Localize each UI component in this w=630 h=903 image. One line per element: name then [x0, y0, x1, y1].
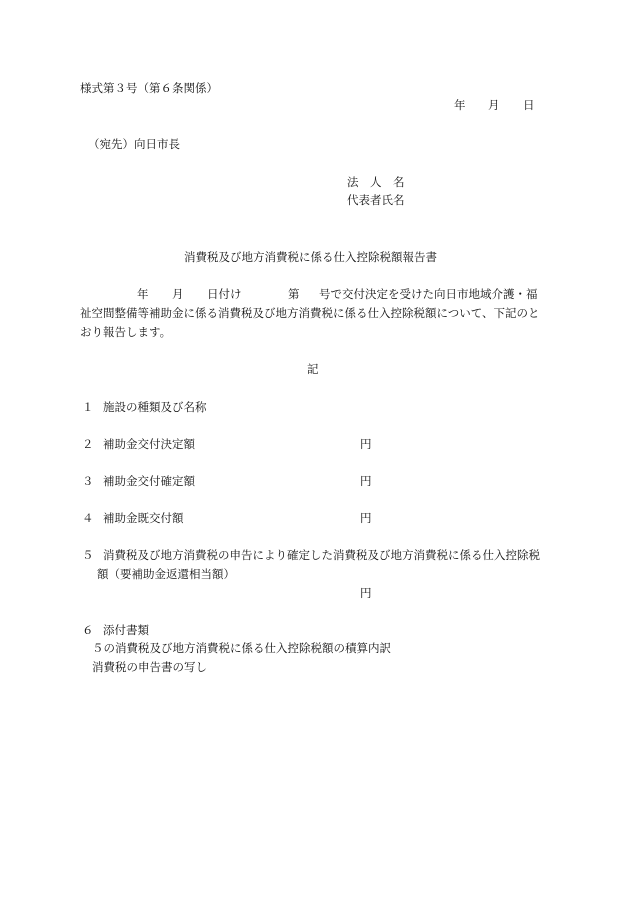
yen-unit: 円 — [360, 586, 372, 600]
item-number: ５ — [82, 548, 94, 562]
item-label: 添付書類 — [103, 623, 149, 637]
item-number: ６ — [82, 623, 94, 637]
body-number-prefix: 第 — [288, 287, 300, 301]
yen-unit: 円 — [360, 437, 372, 451]
form-number: 様式第３号（第６条関係） — [80, 81, 218, 95]
item-number: ４ — [82, 511, 94, 525]
attachment-item: 消費税の申告書の写し — [92, 660, 207, 674]
item-label: 補助金交付決定額 — [103, 437, 195, 451]
item-label: 補助金既交付額 — [103, 511, 184, 525]
body-year: 年 — [137, 287, 149, 301]
body-line1-rest: 号で交付決定を受けた向日市地域介護・福 — [319, 287, 538, 301]
item-label: 補助金交付確定額 — [103, 474, 195, 488]
document-title: 消費税及び地方消費税に係る仕入控除税額報告書 — [184, 250, 437, 264]
item-number: １ — [82, 400, 94, 414]
attachment-item: ５の消費税及び地方消費税に係る仕入控除税額の積算内訳 — [92, 641, 391, 655]
ki-heading: 記 — [307, 362, 319, 376]
representative-label: 代表者氏名 — [347, 193, 405, 207]
item-label-continued: 額（要補助金返還相当額） — [97, 567, 235, 581]
yen-unit: 円 — [360, 511, 372, 525]
item-number: ３ — [82, 474, 94, 488]
yen-unit: 円 — [360, 474, 372, 488]
date-year: 年 — [454, 98, 466, 112]
addressee: （宛先）向日市長 — [88, 137, 180, 151]
corp-name-label: 法 人 名 — [347, 175, 405, 189]
body-line2: 祉空間整備等補助金に係る消費税及び地方消費税に係る仕入控除税額について、下記のと — [80, 306, 540, 320]
date-month: 月 — [488, 98, 500, 112]
item-label: 消費税及び地方消費税の申告により確定した消費税及び地方消費税に係る仕入控除税 — [103, 548, 540, 562]
body-month: 月 — [172, 287, 184, 301]
body-line3: おり報告します。 — [80, 325, 172, 339]
item-number: ２ — [82, 437, 94, 451]
date-day: 日 — [523, 98, 535, 112]
item-label: 施設の種類及び名称 — [103, 400, 207, 414]
body-date-suffix: 日付け — [207, 287, 242, 301]
